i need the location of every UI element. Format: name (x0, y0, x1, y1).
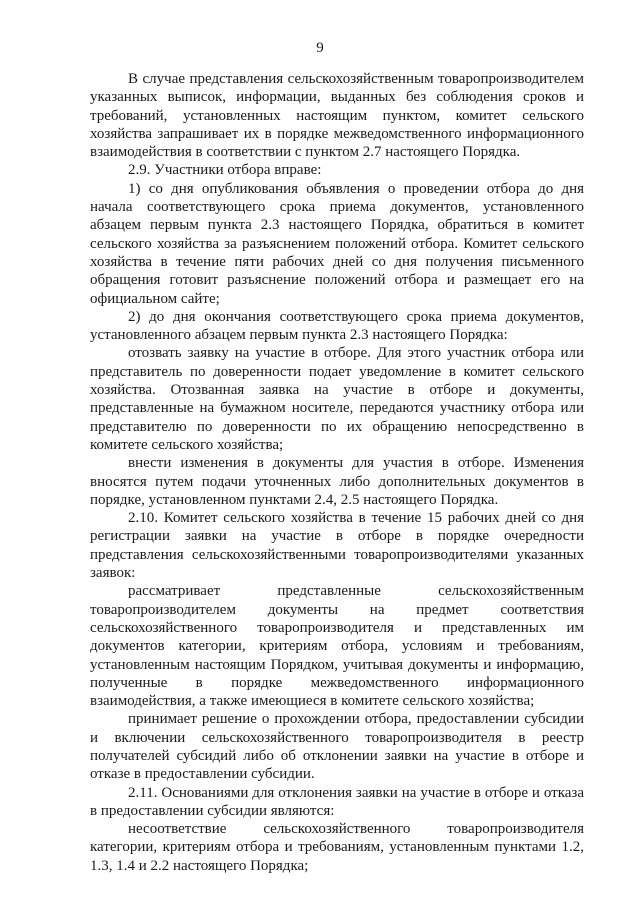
paragraph: 2.10. Комитет сельского хозяйства в течение 15 рабочих дней со дня регистрации заявки на участие в отборе в порядке очередности представления сельскохозяйственными товаропроизводителями указанных заявок: (90, 510, 584, 582)
document-body (90, 70, 584, 875)
paragraph: принимает решение о прохождении отбора, предоставлении субсидии и включении сельскохозяйственного товаропроизводителя в реестр получателей субсидий либо об отклонении заявки на участие в отборе и отказе в предоставлении субсидии. (90, 711, 584, 783)
paragraph: В случае представления сельскохозяйственным товаропроизводителем указанных выписок, информации, выданных без соблюдения сроков и требований, установленных настоящим пунктом, комитет сельского хозяйства запрашивает их в порядке межведомственного информационного взаимодействия в соответствии с пунктом 2.7 настоящего Порядка. (90, 71, 584, 161)
paragraph: рассматривает представленные сельскохозяйственным товаропроизводителем документы на предмет соответствия сельскохозяйственного товаропроизводителя и представленных им документов категории, критериям отбора, условиям и требованиям, установленным настоящим Порядком, учитывая документы и информацию, полученные в порядке межведомственного информационного взаимодействия, а также имеющиеся в комитете сельского хозяйства; (90, 583, 584, 710)
paragraph: 1) со дня опубликования объявления о проведении отбора до дня начала соответствующего срока приема документов, установленного абзацем первым пункта 2.3 настоящего Порядка, обратиться в комитет сельского хозяйства за разъяснением положений отбора. Комитет сельского хозяйства в течение пяти рабочих дней со дня получения письменного обращения готовит разъяснение положений отбора и размещает его на официальном сайте; (90, 180, 584, 307)
paragraph: 2) до дня окончания соответствующего срока приема документов, установленного абзацем первым пункта 2.3 настоящего Порядка: (90, 308, 584, 344)
paragraph: 2.11. Основаниями для отклонения заявки на участие в отборе и отказа в предоставлении субсидии являются: (90, 784, 584, 819)
paragraph: 2.9. Участники отбора вправе: (128, 162, 322, 179)
paragraph: отозвать заявку на участие в отборе. Для этого участник отбора или представитель по доверенности подает уведомление в комитет сельского хозяйства. Отозванная заявка на участие в отборе и документы, представленные на бумажном носителе, передаются участнику отбора или представителю по доверенности по их обращению непосредственно в комитете сельского хозяйства; (90, 345, 584, 453)
paragraph: несоответствие сельскохозяйственного товаропроизводителя категории, критериям отбора и требованиям, установленным пунктами 1.2, 1.3, 1.4 и 2.2 настоящего Порядка; (90, 821, 584, 874)
page-number: 9 (316, 40, 324, 56)
paragraph: внести изменения в документы для участия в отборе. Изменения вносятся путем подачи уточненных либо дополнительных документов в порядке, установленном пунктами 2.4, 2.5 настоящего Порядка. (90, 455, 584, 508)
